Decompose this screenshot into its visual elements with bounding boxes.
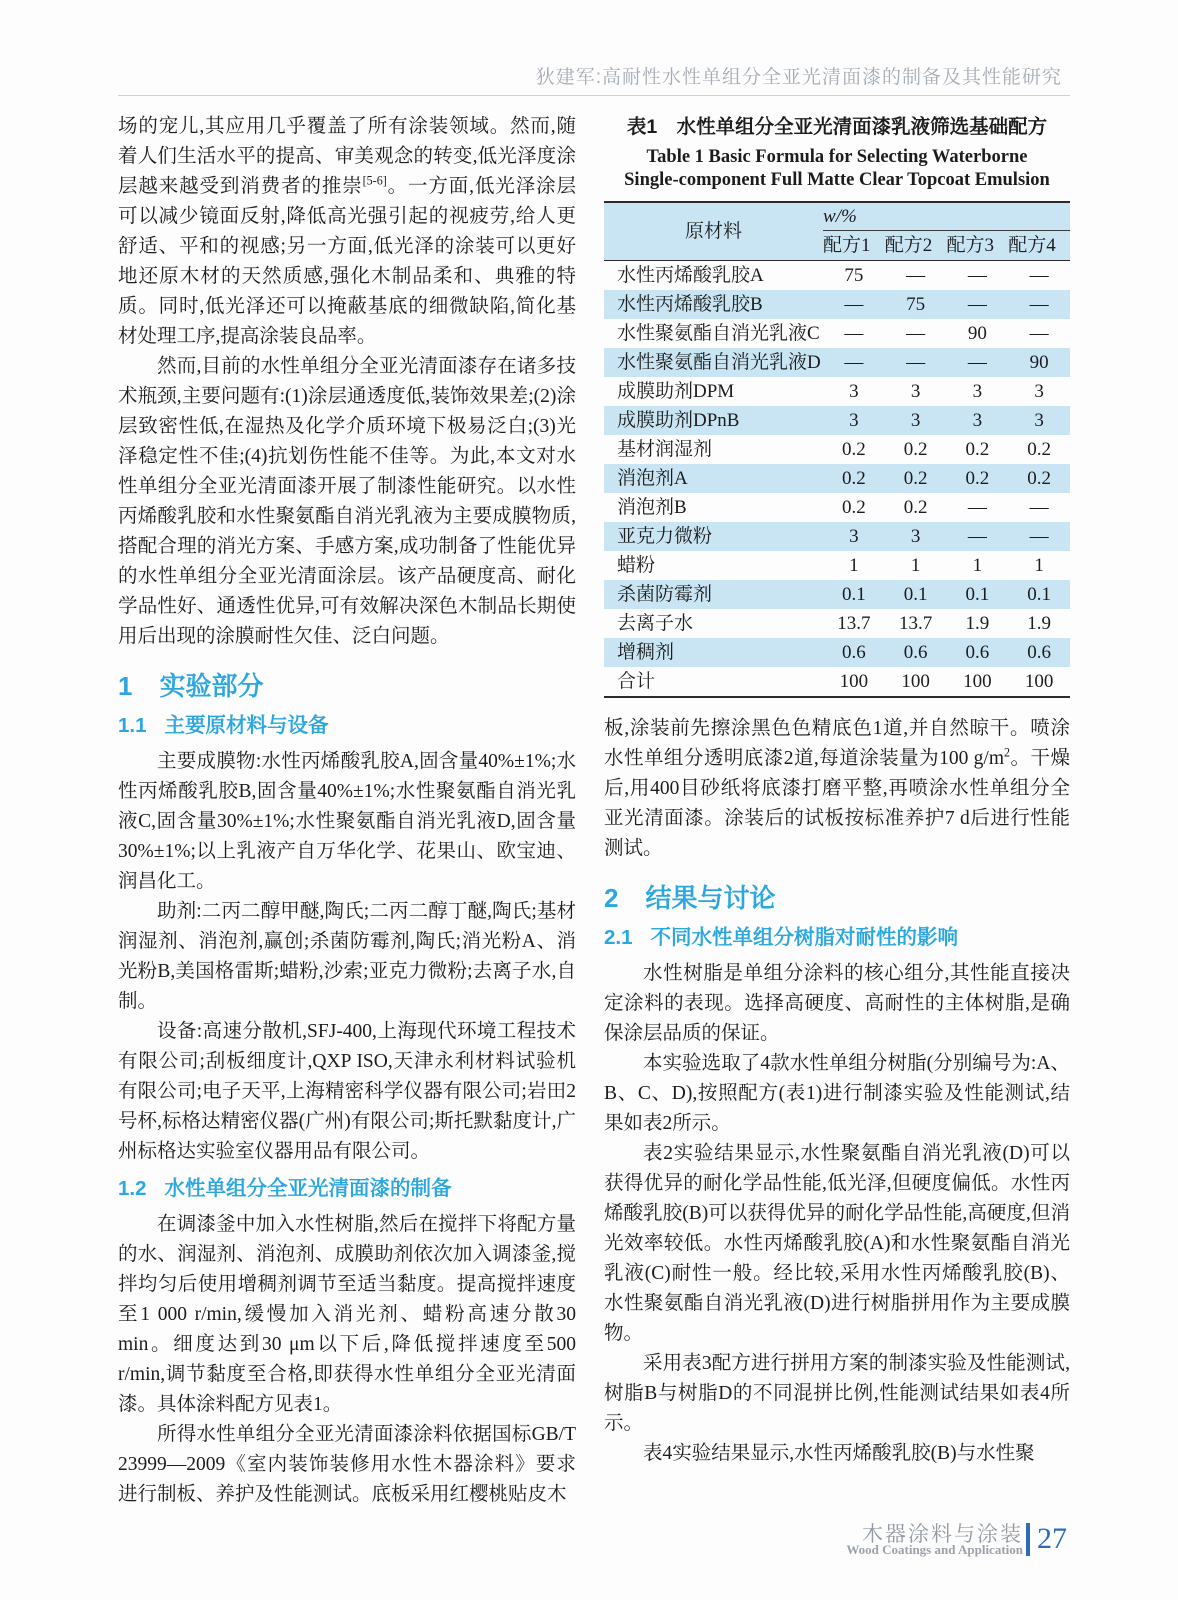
section-title: 不同水性单组分树脂对耐性的影响: [650, 926, 958, 949]
material-name: 水性丙烯酸乳胶B: [617, 293, 763, 315]
formula-value: 90: [1029, 351, 1049, 373]
paragraph-film-formers: 主要成膜物:水性丙烯酸乳胶A,固含量40%±1%;水性丙烯酸乳胶B,固含量40%±1%;水性聚氨酯自消光乳液C,固含量30%±1%;水性聚氨酯自消光乳液D,固含量30%±1%;以上乳液产自万华化学、花果山、欧宝迪、润昌化工。: [118, 751, 576, 892]
formula-value: 3: [972, 409, 983, 431]
section-title: 水性单组分全亚光清面漆的制备: [164, 1177, 452, 1200]
formula-value: 13.7: [837, 612, 871, 634]
formula-value: —: [1029, 293, 1049, 315]
text-run: 板,涂装前先擦涂黑色色精底色1道,并自然晾干。喷涂水性单组分透明底漆2道,每道涂装量为100 g/m: [604, 718, 1070, 769]
footer-divider-bar: [1026, 1523, 1030, 1556]
formula-value: 0.2: [842, 438, 866, 460]
material-name: 消泡剂B: [617, 496, 687, 518]
formula-value: 0.6: [1027, 641, 1051, 663]
formula-value: 0.1: [842, 583, 866, 605]
formula-value: —: [967, 351, 987, 373]
table-row: [604, 609, 1070, 638]
formula-value: 0.2: [1027, 467, 1051, 489]
formula-value: 3: [910, 525, 921, 547]
formula-value: 1: [910, 554, 921, 576]
material-name: 成膜助剂DPM: [617, 380, 735, 402]
text-run: 。干燥后,用400目砂纸将底漆打磨平整,再喷涂水性单组分全亚光清面漆。涂装后的试板按标准养护7 d后进行性能测试。: [604, 748, 1070, 859]
formula-value: 3: [849, 380, 859, 402]
material-name: 消泡剂A: [617, 467, 688, 489]
paragraph-four-resins: 本实验选取了4款水性单组分树脂(分别编号为:A、B、C、D),按照配方(表1)进行制漆实验及性能测试,结果如表2所示。: [604, 1053, 1070, 1134]
column-header-formula: 配方2: [885, 231, 947, 261]
table-row: [604, 348, 1070, 377]
table-row: [604, 435, 1070, 464]
section-heading-1: [118, 669, 576, 703]
material-name: 增稠剂: [617, 641, 675, 663]
section-title: 结果与讨论: [645, 883, 776, 913]
formula-value: 0.2: [842, 467, 866, 489]
column-header-material: 原材料: [685, 220, 743, 242]
column-header-formula: 配方3: [947, 231, 1009, 261]
journal-name-cn: 木器涂料与涂装: [862, 1523, 1023, 1546]
material-name: 亚克力微粉: [617, 525, 713, 547]
formula-value: 100: [901, 670, 930, 692]
paragraph-standard: 所得水性单组分全亚光清面漆涂料依据国标GB/T 23999—2009《室内装饰装修用水性木器涂料》要求进行制板、养护及性能测试。底板采用红樱桃贴皮木: [118, 1424, 576, 1505]
formula-value: 100: [1024, 670, 1054, 692]
paragraph-panel-coating: [604, 714, 1070, 864]
running-head-rule: [118, 95, 1070, 96]
left-column: [118, 112, 576, 1510]
formula-value: —: [844, 351, 864, 373]
formula-value: 1: [972, 554, 983, 576]
section-number: 1: [118, 671, 133, 701]
material-name: 水性聚氨酯自消光乳液D: [617, 351, 821, 373]
formula-value: 75: [823, 261, 885, 291]
paragraph-table3-blend: 采用表3配方进行拼用方案的制漆实验及性能测试,树脂B与树脂D的不同混拼比例,性能测试结果如表4所示。: [604, 1353, 1070, 1434]
section-heading-2-1: [604, 924, 1070, 952]
section-heading-1-1: [118, 712, 576, 740]
page-number: 27: [1037, 1522, 1067, 1555]
right-column: [604, 112, 1070, 1469]
section-title: 主要原材料与设备: [164, 714, 329, 737]
table1-header: [604, 202, 1070, 261]
formula-value: 0.2: [842, 496, 866, 518]
table-row: [604, 377, 1070, 406]
column-header-formula: 配方1: [823, 231, 885, 261]
formula-value: —: [1029, 322, 1049, 344]
formula-value: 1: [1034, 554, 1044, 576]
formula-value: —: [844, 322, 864, 344]
formula-value: 0.1: [903, 583, 928, 605]
text-run: 场的宠儿,其应用几乎覆盖了所有涂装领域。然而,随着人们生活水平的提高、审美观念的转变,低光泽度涂层越来越受到消费者的推崇: [118, 116, 576, 197]
formula-value: 3: [1034, 409, 1044, 431]
formula-value: 0.6: [965, 641, 990, 663]
formula-value: 100: [963, 670, 992, 692]
formula-value: —: [906, 322, 926, 344]
formula-value: 1.9: [1027, 612, 1051, 634]
section-title: 实验部分: [159, 671, 264, 701]
table-row: [604, 667, 1070, 697]
formula-value: 0.2: [1027, 438, 1051, 460]
material-name: 水性丙烯酸乳胶A: [604, 261, 823, 291]
column-header-formula: 配方4: [1008, 231, 1070, 261]
text-run: 。一方面,低光泽涂层可以减少镜面反射,降低高光强引起的视疲劳,给人更舒适、平和的视感;另一方面,低光泽的涂装可以更好地还原木材的天然质感,强化木制品柔和、典雅的特质。同时,低光泽还可以掩蔽基底的细微缺陷,简化基材处理工序,提高涂装良品率。: [118, 176, 576, 347]
material-name: 合计: [617, 670, 656, 692]
formula-value: —: [1029, 525, 1049, 547]
table-row: [604, 290, 1070, 319]
formula-value: 0.1: [1027, 583, 1051, 605]
paragraph-additives: 助剂:二丙二醇甲醚,陶氏;二丙二醇丁醚,陶氏;基材润湿剂、消泡剂,赢创;杀菌防霉剂,陶氏;消光粉A、消光粉B,美国格雷斯;蜡粉,沙索;亚克力微粉;去离子水,自制。: [118, 901, 576, 1012]
table-row: [604, 638, 1070, 667]
formula-value: 1.9: [965, 612, 990, 634]
formula-value: —: [885, 261, 947, 291]
paragraph-resin-core: 水性树脂是单组分涂料的核心组分,其性能直接决定涂料的表现。选择高硬度、高耐性的主体树脂,是确保涂层品质的保证。: [604, 963, 1070, 1044]
formula-value: 0.2: [965, 467, 990, 489]
formula-value: 13.7: [899, 612, 933, 634]
formula-value: 0.2: [903, 467, 928, 489]
paragraph-preparation: 在调漆釜中加入水性树脂,然后在搅拌下将配方量的水、润湿剂、消泡剂、成膜助剂依次加入调漆釜,搅拌均匀后使用增稠剂调节至适当黏度。提高搅拌速度至1 000 r/min,缓慢加入消光剂、蜡粉高速分散30 min。细度达到30 μm以下后,降低搅拌速度至500 r/min,调节黏度至合格,即获得水性单组分全亚光清面漆。具体涂料配方见表1。: [118, 1214, 576, 1415]
formula-value: 3: [1034, 380, 1044, 402]
running-head: 狄建军:高耐性水性单组分全亚光清面漆的制备及其性能研究: [535, 67, 1062, 88]
material-name: 蜡粉: [617, 554, 656, 576]
formula-value: —: [1029, 496, 1049, 518]
formula-value: 0.2: [903, 496, 928, 518]
formula-value: 0.2: [965, 438, 990, 460]
formula-value: 0.6: [903, 641, 928, 663]
material-name: 基材润湿剂: [617, 438, 713, 460]
section-heading-1-2: [118, 1175, 576, 1203]
table1-title-en-line2: Single-component Full Matte Clear Topcoat Emulsion: [624, 170, 1050, 190]
formula-value: 1: [849, 554, 859, 576]
formula-value: —: [1008, 261, 1070, 291]
formula-value: 0.2: [903, 438, 928, 460]
table-row: [604, 464, 1070, 493]
material-name: 水性聚氨酯自消光乳液C: [617, 322, 820, 344]
formula-value: —: [967, 525, 987, 547]
formula-value: 90: [967, 322, 987, 344]
formula-value: 3: [849, 525, 859, 547]
formula-value: 3: [972, 380, 983, 402]
table-row: [604, 551, 1070, 580]
formula-value: —: [844, 293, 864, 315]
table-row: [604, 493, 1070, 522]
paragraph-equipment: 设备:高速分散机,SFJ-400,上海现代环境工程技术有限公司;刮板细度计,QXP ISO,天津永利材料试验机有限公司;电子天平,上海精密科学仪器有限公司;岩田2号杯,标格达精密仪器(广州)有限公司;斯托默黏度计,广州标格达实验室仪器用品有限公司。: [118, 1021, 576, 1162]
formula-value: 3: [910, 380, 921, 402]
formula-value: —: [967, 293, 987, 315]
table-row: [604, 261, 1070, 291]
table1-basic-formula: [604, 201, 1070, 698]
table1-body: [604, 261, 1070, 698]
section-number: 2.1: [604, 926, 633, 949]
formula-value: 3: [910, 409, 921, 431]
superscript: [5-6]: [362, 173, 387, 188]
superscript: 2: [1004, 745, 1011, 760]
table-row: [604, 580, 1070, 609]
journal-name-en: Wood Coatings and Application: [846, 1542, 1023, 1557]
formula-value: 0.1: [965, 583, 990, 605]
formula-value: —: [947, 261, 1009, 291]
section-number: 2: [604, 883, 619, 913]
table-row: [604, 319, 1070, 348]
paragraph-table2-results: 表2实验结果显示,水性聚氨酯自消光乳液(D)可以获得优异的耐化学品性能,低光泽,但硬度偏低。水性丙烯酸乳胶(B)可以获得优异的耐化学品性能,高硬度,但消光效率较低。水性丙烯酸乳胶(A)和水性聚氨酯自消光乳液(C)耐性一般。经比较,采用水性丙烯酸乳胶(B)、水性聚氨酯自消光乳液(D)进行树脂拼用作为主要成膜物。: [604, 1143, 1070, 1344]
section-heading-2: [604, 881, 1070, 915]
formula-value: —: [906, 351, 926, 373]
formula-value: 75: [906, 293, 926, 315]
table1-title-en-line1: Table 1 Basic Formula for Selecting Waterborne: [646, 147, 1028, 167]
formula-value: —: [967, 496, 987, 518]
material-name: 去离子水: [617, 612, 694, 634]
formula-value: 3: [849, 409, 859, 431]
material-name: 成膜助剂DPnB: [617, 409, 740, 431]
section-number: 1.1: [118, 714, 147, 737]
paragraph-table4-results: 表4实验结果显示,水性丙烯酸乳胶(B)与水性聚: [643, 1443, 1035, 1464]
formula-value: 0.6: [842, 641, 866, 663]
column-header-weight-percent: w/%: [823, 205, 857, 227]
formula-value: 100: [839, 670, 869, 692]
table-row: [604, 406, 1070, 435]
section-number: 1.2: [118, 1177, 147, 1200]
paragraph-intro-continued: [118, 112, 576, 352]
material-name: 杀菌防霉剂: [617, 583, 713, 605]
table-row: [604, 522, 1070, 551]
paragraph-problems: 然而,目前的水性单组分全亚光清面漆存在诸多技术瓶颈,主要问题有:(1)涂层通透度低,装饰效果差;(2)涂层致密性低,在湿热及化学介质环境下极易泛白;(3)光泽稳定性不佳;(4)抗划伤性能不佳等。为此,本文对水性单组分全亚光清面漆开展了制漆性能研究。以水性丙烯酸乳胶和水性聚氨酯自消光乳液为主要成膜物质,搭配合理的消光方案、手感方案,成功制备了性能优异的水性单组分全亚光清面涂层。该产品硬度高、耐化学品性好、通透性优异,可有效解决深色木制品长期使用后出现的涂膜耐性欠佳、泛白问题。: [118, 356, 576, 647]
table1-title-cn: 表1 水性单组分全亚光清面漆乳液筛选基础配方: [626, 116, 1048, 138]
